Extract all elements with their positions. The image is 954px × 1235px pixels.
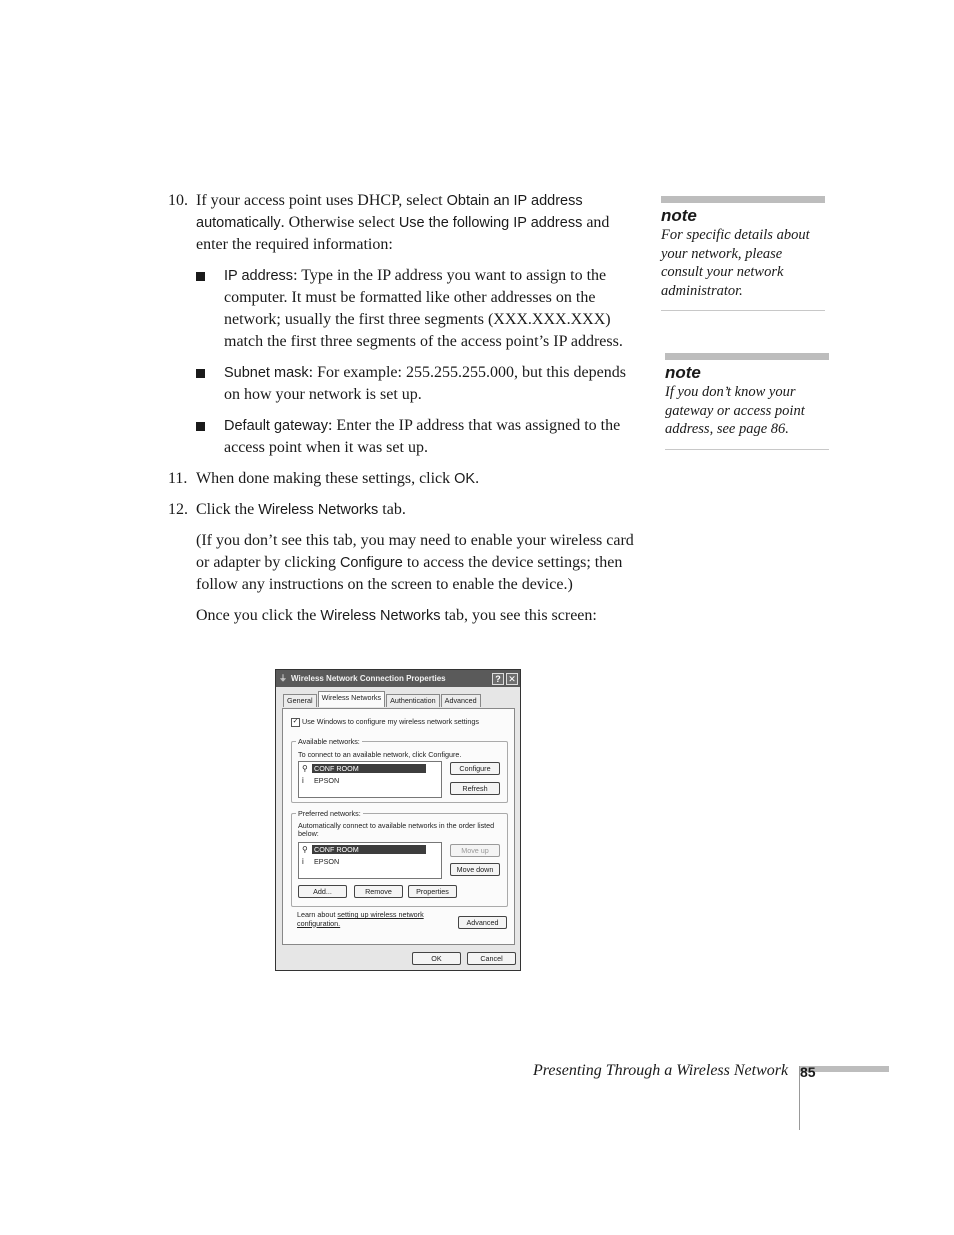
preferred-networks-list[interactable] bbox=[298, 842, 442, 879]
tab-wireless-networks[interactable]: Wireless Networks bbox=[318, 691, 386, 707]
configure-button[interactable]: Configure bbox=[450, 762, 500, 775]
dialog-titlebar bbox=[276, 670, 520, 687]
para-text: to access the device settings; then follow any instructions on the screen to enable the device.) bbox=[196, 554, 623, 593]
move-down-button[interactable]: Move down bbox=[450, 863, 500, 876]
learn-about-label: Learn about bbox=[297, 910, 338, 919]
network-connection-icon: ⏚ bbox=[279, 674, 287, 683]
para-text: tab, you see this screen: bbox=[440, 607, 597, 624]
dialog-title: Wireless Network Connection Properties bbox=[291, 674, 446, 683]
cancel-button[interactable]: Cancel bbox=[467, 952, 516, 965]
step-text: . Otherwise select bbox=[280, 214, 399, 231]
note-title: note bbox=[661, 206, 697, 225]
ok-button[interactable]: OK bbox=[412, 952, 461, 965]
side-note-1 bbox=[661, 196, 825, 311]
note-divider bbox=[665, 449, 829, 450]
help-button[interactable]: ? bbox=[492, 673, 504, 685]
step-11 bbox=[168, 468, 638, 490]
bullet-default-gateway bbox=[196, 415, 638, 459]
note-divider bbox=[661, 310, 825, 311]
network-name: CONF ROOM bbox=[312, 845, 426, 854]
bullet-square-icon bbox=[196, 369, 205, 378]
note-text: If you don’t know your gateway or access point address, see page 86. bbox=[665, 384, 805, 437]
note-bar bbox=[661, 196, 825, 203]
note-text: For specific details about your network, please consult your network administrator. bbox=[661, 227, 810, 299]
move-up-button[interactable]: Move up bbox=[450, 844, 500, 857]
use-windows-row bbox=[291, 717, 479, 727]
bullet-square-icon bbox=[196, 422, 205, 431]
ui-term: Subnet mask bbox=[224, 365, 309, 381]
available-networks-list[interactable] bbox=[298, 761, 442, 798]
step-number: 11. bbox=[168, 470, 188, 487]
list-item[interactable] bbox=[299, 774, 441, 786]
ui-term: Configure bbox=[339, 555, 403, 571]
tab-general[interactable]: General bbox=[283, 694, 317, 707]
para-text: Once you click the bbox=[196, 607, 321, 624]
main-text-column bbox=[168, 190, 638, 636]
step-text: When done making these settings, click bbox=[196, 470, 455, 487]
paragraph-configure-hint bbox=[196, 530, 638, 596]
tab-advanced[interactable]: Advanced bbox=[441, 694, 481, 707]
preferred-networks-hint: Automatically connect to available networks in the order listed below: bbox=[298, 821, 495, 838]
available-networks-group bbox=[291, 737, 508, 803]
network-name: EPSON bbox=[314, 775, 340, 785]
paragraph-screen-intro bbox=[196, 605, 638, 627]
side-note-2 bbox=[665, 353, 829, 450]
list-item[interactable] bbox=[299, 843, 441, 855]
para-text: (If you don’t see this tab, you may need to enable your wireless card or adapter by clicking bbox=[196, 532, 634, 571]
step-12 bbox=[168, 499, 638, 521]
bullet-list bbox=[196, 265, 638, 459]
antenna-icon: ⚲ bbox=[302, 763, 308, 773]
network-name: EPSON bbox=[314, 856, 340, 866]
antenna-icon: ⚲ bbox=[302, 844, 308, 854]
refresh-button[interactable]: Refresh bbox=[450, 782, 500, 795]
bullet-text: : Type in the IP address you want to assign to the computer. It must be formatted like other addresses on the network; usually the first three segments (XXX.XXX.XXX) match the first three segments of the access point’s IP address. bbox=[224, 267, 623, 350]
ui-term: Wireless Networks bbox=[320, 608, 441, 624]
step-text: . bbox=[475, 470, 480, 487]
bullet-subnet-mask bbox=[196, 362, 638, 406]
step-text: If your access point uses DHCP, select bbox=[196, 192, 447, 209]
available-networks-hint: To connect to an available network, click Configure. bbox=[298, 750, 462, 759]
antenna-icon: i bbox=[302, 856, 304, 866]
properties-button[interactable]: Properties bbox=[408, 885, 457, 898]
preferred-networks-legend: Preferred networks: bbox=[298, 809, 361, 818]
learn-about-link[interactable]: setting up wireless network configuration. bbox=[297, 910, 424, 928]
running-footer-title: Presenting Through a Wireless Network bbox=[533, 1062, 789, 1079]
ui-term: Wireless Networks bbox=[258, 502, 379, 518]
note-title: note bbox=[665, 363, 701, 382]
bullet-text: : For example: 255.255.255.000, but this depends on how your network is set up. bbox=[224, 364, 626, 403]
ui-term: OK bbox=[454, 471, 476, 487]
step-text: Click the bbox=[196, 501, 259, 518]
list-item[interactable] bbox=[299, 855, 441, 867]
add-button[interactable]: Add... bbox=[298, 885, 347, 898]
remove-button[interactable]: Remove bbox=[354, 885, 403, 898]
ui-term: Default gateway bbox=[224, 418, 328, 434]
use-windows-checkbox[interactable]: ✓ bbox=[292, 717, 299, 725]
note-bar bbox=[665, 353, 829, 360]
learn-about-text bbox=[297, 911, 437, 928]
close-button[interactable]: ✕ bbox=[506, 673, 518, 685]
step-number: 12. bbox=[168, 501, 188, 518]
antenna-icon: i bbox=[302, 775, 304, 785]
ui-term: Obtain an IP address automatically bbox=[196, 193, 583, 231]
bullet-square-icon bbox=[196, 272, 205, 281]
bullet-text: : Enter the IP address that was assigned to the access point when it was set up. bbox=[224, 417, 621, 456]
step-text: tab. bbox=[378, 501, 406, 518]
ui-term: IP address bbox=[224, 268, 294, 284]
use-windows-label: Use Windows to configure my wireless network settings bbox=[302, 717, 479, 726]
advanced-button[interactable]: Advanced bbox=[458, 916, 507, 929]
tab-authentication[interactable]: Authentication bbox=[386, 694, 440, 707]
step-number: 10. bbox=[168, 192, 188, 209]
preferred-networks-group bbox=[291, 809, 508, 907]
wireless-properties-dialog bbox=[275, 669, 521, 971]
wireless-networks-panel bbox=[282, 708, 515, 945]
available-networks-legend: Available networks: bbox=[298, 737, 360, 746]
list-item[interactable] bbox=[299, 762, 441, 774]
page-number: 85 bbox=[800, 1064, 816, 1080]
step-text: and enter the required information: bbox=[196, 214, 610, 253]
step-10 bbox=[168, 190, 638, 459]
tab-strip bbox=[283, 694, 482, 707]
ui-term: Use the following IP address bbox=[398, 215, 583, 231]
network-name: CONF ROOM bbox=[312, 764, 426, 773]
bullet-ip-address bbox=[196, 265, 638, 353]
